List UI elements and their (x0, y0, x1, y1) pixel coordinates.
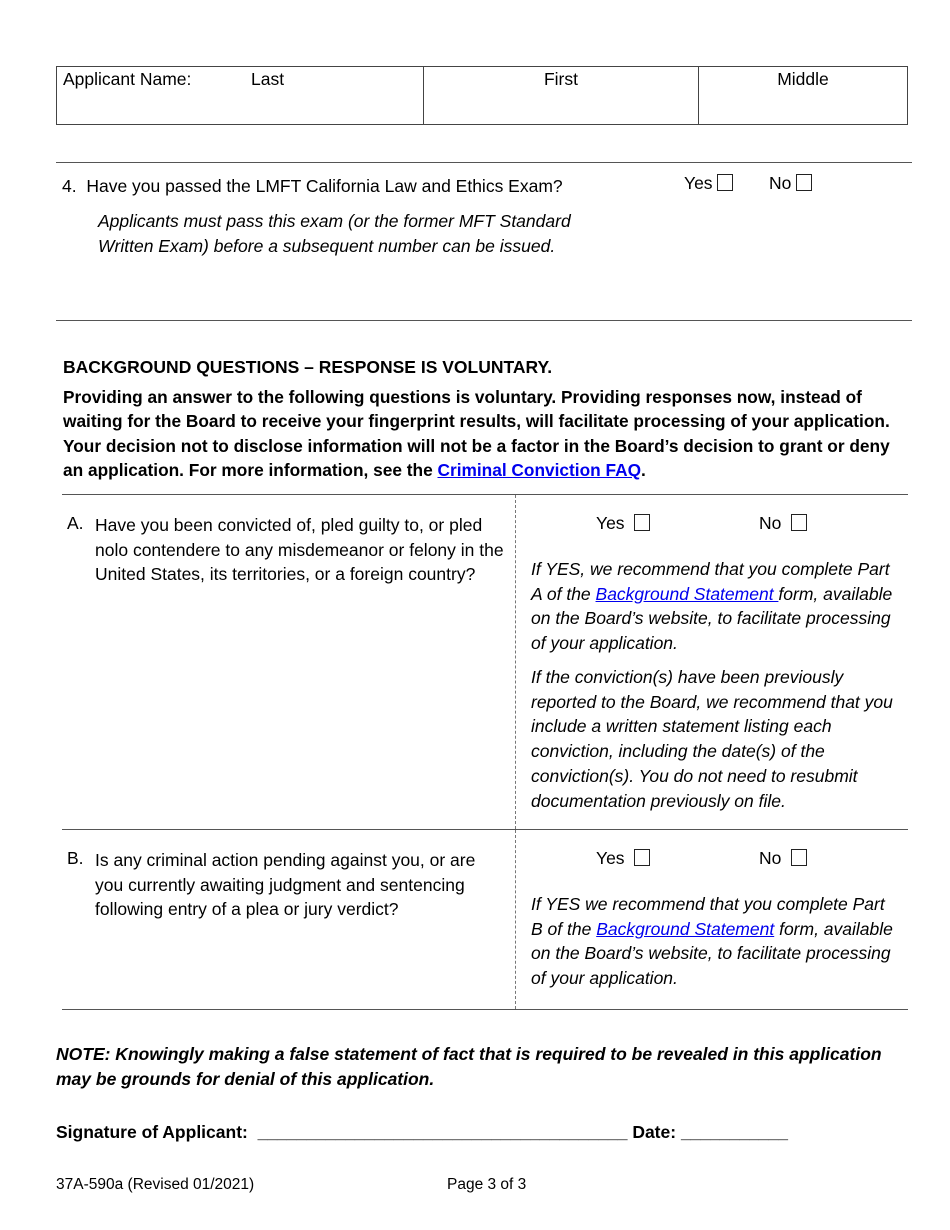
signature-field[interactable]: ______________________________________ (257, 1122, 628, 1142)
signature-label: Signature of Applicant: (56, 1122, 248, 1142)
divider (56, 162, 912, 163)
no-label: No (759, 848, 782, 868)
intro-text: Providing an answer to the following questions is voluntary. Providing responses now, instead of waiting for the Board to receive your fingerprint results, will facilitate processing of your application. Your decision not to disclose information will not be a factor in the Board’s decision to grant or deny an application. For more information, see the (63, 387, 890, 481)
last-name-cell[interactable] (57, 67, 423, 124)
question-4-number: 4. (62, 176, 77, 196)
yes-label: Yes (684, 173, 713, 193)
first-name-label: First (543, 69, 579, 89)
first-name-cell[interactable] (423, 67, 698, 124)
question-4-yes (684, 173, 733, 194)
question-a-guidance (531, 557, 900, 656)
question-a-no (759, 513, 807, 534)
background-question-a (62, 494, 908, 829)
applicant-name-table (56, 66, 908, 125)
question-b-yes-checkbox[interactable] (634, 849, 650, 866)
note-line: Written Exam) before a subsequent number can be issued. (98, 236, 556, 256)
question-a-yes-checkbox[interactable] (634, 514, 650, 531)
background-questions-table (62, 494, 908, 1010)
question-b-no-checkbox[interactable] (791, 849, 807, 866)
guidance-text: If YES, we recommend that you complete Part A of the (531, 559, 890, 604)
yes-label: Yes (596, 513, 625, 533)
criminal-conviction-faq-link[interactable]: Criminal Conviction FAQ (437, 460, 642, 481)
middle-name-cell[interactable] (698, 67, 907, 124)
middle-name-label: Middle (777, 69, 829, 89)
guidance-text: form, available on the Board’s website, to facilitate processing of your application. (531, 918, 893, 989)
no-label: No (769, 173, 792, 193)
background-title: BACKGROUND QUESTIONS – RESPONSE IS VOLUNTARY. (63, 357, 553, 377)
applicant-name-label: Applicant Name: (63, 69, 192, 89)
background-statement-link[interactable]: Background Statement (595, 583, 779, 604)
divider (56, 320, 912, 321)
no-label: No (759, 513, 782, 533)
background-statement-link[interactable]: Background Statement (596, 918, 775, 939)
question-b-no (759, 848, 807, 869)
question-a-yes (596, 513, 650, 534)
date-field[interactable]: ___________ (680, 1122, 789, 1142)
question-b-guidance (531, 892, 900, 991)
date-label: Date: (632, 1122, 677, 1142)
question-4-yes-checkbox[interactable] (717, 174, 733, 191)
question-a-no-checkbox[interactable] (791, 514, 807, 531)
false-statement-note: NOTE: Knowingly making a false statement of fact that is required to be revealed in this application may be grounds for denial of this application. (56, 1044, 882, 1089)
question-letter: A. (67, 513, 84, 533)
question-letter: B. (67, 848, 84, 868)
yes-label: Yes (596, 848, 625, 868)
last-name-label: Last (251, 69, 285, 89)
background-intro (63, 385, 913, 483)
question-4-no-checkbox[interactable] (796, 174, 812, 191)
form-id: 37A-590a (Revised 01/2021) (56, 1176, 255, 1193)
question-4-text: Have you passed the LMFT California Law and Ethics Exam? (86, 176, 563, 196)
intro-end: . (641, 460, 646, 481)
question-4-no (769, 173, 812, 194)
question-a-guidance-2: If the conviction(s) have been previously reported to the Board, we recommend that you include a written statement listing each conviction, including the date(s) of the conviction(s). You do not need to resubmit documentation previously on file. (531, 667, 893, 811)
question-text: Is any criminal action pending against you, or are you currently awaiting judgment and sentencing following entry of a plea or jury verdict? (95, 850, 476, 920)
question-4 (62, 176, 563, 197)
question-text: Have you been convicted of, pled guilty to, or pled nolo contendere to any misdemeanor or felony in the United States, its territories, or a foreign country? (95, 515, 504, 585)
guidance-text: If YES we recommend that you complete Part B of the (531, 894, 885, 939)
note-line: Applicants must pass this exam (or the former MFT Standard (98, 211, 571, 231)
background-question-b (62, 829, 908, 1010)
signature-line (56, 1122, 788, 1143)
guidance-text: form, available on the Board’s website, to facilitate processing of your application. (531, 583, 893, 654)
page-number: Page 3 of 3 (447, 1176, 527, 1193)
question-4-note (98, 209, 571, 259)
question-b-yes (596, 848, 650, 869)
